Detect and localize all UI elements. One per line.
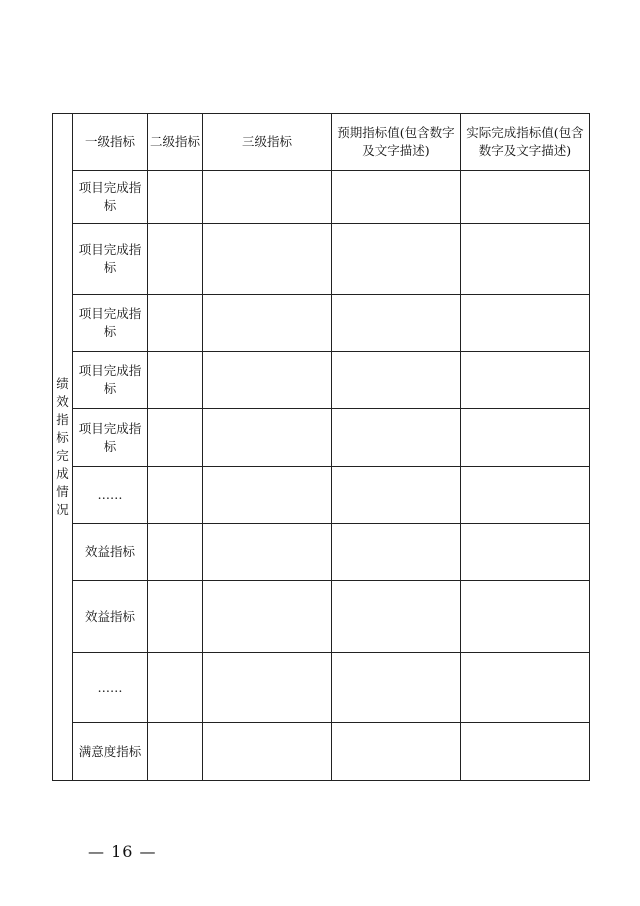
level2-indicator-cell [148, 295, 203, 352]
level3-indicator-cell [203, 171, 332, 224]
expected-value-cell [332, 653, 461, 723]
level1-indicator-cell: …… [73, 653, 148, 723]
header-actual-value: 实际完成指标值(包含数字及文字描述) [461, 114, 590, 171]
expected-value-cell [332, 524, 461, 581]
expected-value-cell [332, 295, 461, 352]
level3-indicator-cell [203, 723, 332, 781]
level2-indicator-cell [148, 224, 203, 295]
expected-value-cell [332, 171, 461, 224]
level2-indicator-cell [148, 581, 203, 653]
table-row [53, 352, 590, 409]
side-label-cell [53, 114, 73, 781]
level3-indicator-cell [203, 352, 332, 409]
actual-value-cell [461, 467, 590, 524]
level3-indicator-cell [203, 524, 332, 581]
level3-indicator-cell [203, 409, 332, 467]
level3-indicator-cell [203, 467, 332, 524]
performance-indicator-table [52, 113, 590, 781]
level1-indicator-cell: 项目完成指标 [73, 352, 148, 409]
table-row [53, 723, 590, 781]
table-row [53, 171, 590, 224]
page-number: — 16 — [88, 842, 157, 861]
level2-indicator-cell [148, 723, 203, 781]
expected-value-cell [332, 352, 461, 409]
expected-value-cell [332, 409, 461, 467]
table-row [53, 581, 590, 653]
actual-value-cell [461, 295, 590, 352]
level1-indicator-cell: 项目完成指标 [73, 295, 148, 352]
table-row [53, 224, 590, 295]
expected-value-cell [332, 224, 461, 295]
expected-value-cell [332, 723, 461, 781]
level2-indicator-cell [148, 524, 203, 581]
header-level1: 一级指标 [73, 114, 148, 171]
level1-indicator-cell: 效益指标 [73, 581, 148, 653]
level1-indicator-cell: …… [73, 467, 148, 524]
header-expected-value: 预期指标值(包含数字及文字描述) [332, 114, 461, 171]
level3-indicator-cell [203, 581, 332, 653]
table-row [53, 524, 590, 581]
actual-value-cell [461, 171, 590, 224]
level1-indicator-cell: 效益指标 [73, 524, 148, 581]
expected-value-cell [332, 467, 461, 524]
level1-indicator-cell: 满意度指标 [73, 723, 148, 781]
level3-indicator-cell [203, 653, 332, 723]
actual-value-cell [461, 653, 590, 723]
level1-indicator-cell: 项目完成指标 [73, 171, 148, 224]
side-label: 绩效指标完成情况 [56, 376, 69, 517]
level2-indicator-cell [148, 171, 203, 224]
header-row [53, 114, 590, 171]
level2-indicator-cell [148, 409, 203, 467]
level1-indicator-cell: 项目完成指标 [73, 409, 148, 467]
table-row [53, 409, 590, 467]
actual-value-cell [461, 524, 590, 581]
table-row [53, 295, 590, 352]
actual-value-cell [461, 723, 590, 781]
actual-value-cell [461, 581, 590, 653]
actual-value-cell [461, 352, 590, 409]
header-level2: 二级指标 [148, 114, 203, 171]
level2-indicator-cell [148, 653, 203, 723]
actual-value-cell [461, 224, 590, 295]
level2-indicator-cell [148, 467, 203, 524]
table-row [53, 467, 590, 524]
expected-value-cell [332, 581, 461, 653]
actual-value-cell [461, 409, 590, 467]
table-row [53, 653, 590, 723]
level2-indicator-cell [148, 352, 203, 409]
level1-indicator-cell: 项目完成指标 [73, 224, 148, 295]
level3-indicator-cell [203, 295, 332, 352]
header-level3: 三级指标 [203, 114, 332, 171]
level3-indicator-cell [203, 224, 332, 295]
